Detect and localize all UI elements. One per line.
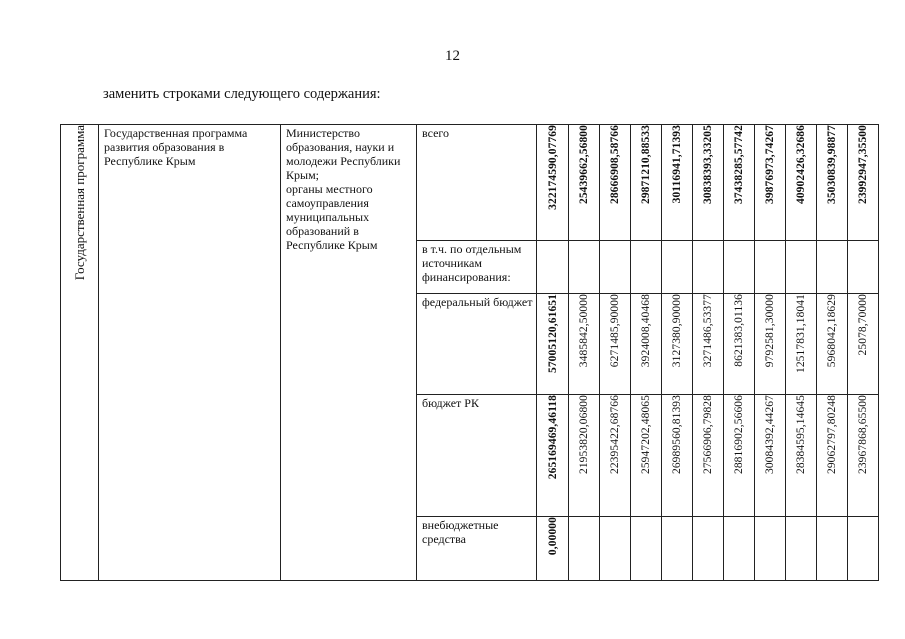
year-amount-cell xyxy=(724,241,755,294)
amount-value: 3271486,53377 xyxy=(702,294,714,368)
amount-value: 3127380,90000 xyxy=(671,294,683,368)
year-amount-cell xyxy=(600,125,631,241)
amount-value: 25078,70000 xyxy=(857,294,869,356)
amount-value: 3485842,50000 xyxy=(578,294,590,368)
amount-value: 26989560,81393 xyxy=(671,395,683,475)
year-amount-cell xyxy=(724,395,755,517)
funding-source-label: бюджет РК xyxy=(422,396,479,410)
amount-value: 5968042,18629 xyxy=(826,294,838,368)
amount-value: 39876973,74267 xyxy=(764,125,776,205)
year-amount-cell xyxy=(848,517,879,581)
amount-value: 57005120,61651 xyxy=(546,294,559,374)
program-type-label: Государственная программа xyxy=(71,125,87,281)
year-amount-cell xyxy=(724,517,755,581)
year-amount-cell xyxy=(817,517,848,581)
amount-value: 30838393,33205 xyxy=(702,125,714,205)
amount-value: 28384595,14645 xyxy=(795,395,807,475)
total-amount-cell xyxy=(537,294,569,395)
amount-value: 6271485,90000 xyxy=(609,294,621,368)
year-amount-cell xyxy=(631,241,662,294)
year-amount-cell xyxy=(600,294,631,395)
executors: Министерство образования, науки и молодежи Республики Крым; органы местного самоуправления муниципальных образований в Республике Крым xyxy=(286,126,401,252)
amount-value: 23967868,65500 xyxy=(857,395,869,475)
year-amount-cell xyxy=(755,241,786,294)
amount-value: 35030839,98877 xyxy=(826,125,838,205)
year-amount-cell xyxy=(724,125,755,241)
year-amount-cell xyxy=(786,294,817,395)
funding-source-cell xyxy=(417,294,537,395)
amount-value: 37438285,57742 xyxy=(733,125,745,205)
amount-value: 29062797,80248 xyxy=(826,395,838,475)
year-amount-cell xyxy=(848,294,879,395)
year-amount-cell xyxy=(817,241,848,294)
year-amount-cell xyxy=(693,294,724,395)
amount-value: 322174590,07769 xyxy=(546,125,559,210)
table-row xyxy=(61,125,879,241)
year-amount-cell xyxy=(786,125,817,241)
year-amount-cell xyxy=(848,241,879,294)
executors-cell xyxy=(281,125,417,581)
total-amount-cell xyxy=(537,241,569,294)
year-amount-cell xyxy=(817,125,848,241)
funding-source-cell xyxy=(417,517,537,581)
year-amount-cell xyxy=(786,395,817,517)
year-amount-cell xyxy=(848,125,879,241)
year-amount-cell xyxy=(600,241,631,294)
year-amount-cell xyxy=(755,125,786,241)
total-amount-cell xyxy=(537,125,569,241)
year-amount-cell xyxy=(755,395,786,517)
program-funding-table xyxy=(60,124,879,581)
funding-source-label: федеральный бюджет xyxy=(422,295,533,309)
amount-value: 21953820,06800 xyxy=(578,395,590,475)
year-amount-cell xyxy=(786,241,817,294)
amount-value: 265169469,46118 xyxy=(546,395,559,480)
amount-value: 28816902,56606 xyxy=(733,395,745,475)
amount-value: 28666908,58766 xyxy=(609,125,621,205)
amount-value: 30084392,44267 xyxy=(764,395,776,475)
funding-source-cell xyxy=(417,125,537,241)
amount-value: 12517831,18041 xyxy=(795,294,807,374)
funding-source-label: внебюджетные средства xyxy=(422,518,499,546)
year-amount-cell xyxy=(848,395,879,517)
amount-value: 23992947,35500 xyxy=(857,125,869,205)
year-amount-cell xyxy=(631,294,662,395)
year-amount-cell xyxy=(662,241,693,294)
funding-source-label: в т.ч. по отдельным источникам финансирования: xyxy=(422,242,522,284)
year-amount-cell xyxy=(662,395,693,517)
year-amount-cell xyxy=(693,517,724,581)
amount-value: 40902426,32686 xyxy=(795,125,807,205)
year-amount-cell xyxy=(569,395,600,517)
amount-value: 22395422,68766 xyxy=(609,395,621,475)
program-name-cell xyxy=(99,125,281,581)
intro-text: заменить строками следующего содержания: xyxy=(103,86,381,102)
year-amount-cell xyxy=(755,517,786,581)
program-type-cell xyxy=(61,125,99,581)
year-amount-cell xyxy=(631,517,662,581)
year-amount-cell xyxy=(755,294,786,395)
year-amount-cell xyxy=(569,125,600,241)
year-amount-cell xyxy=(786,517,817,581)
year-amount-cell xyxy=(569,241,600,294)
amount-value: 25947202,48065 xyxy=(640,395,652,475)
year-amount-cell xyxy=(662,517,693,581)
year-amount-cell xyxy=(662,125,693,241)
year-amount-cell xyxy=(693,395,724,517)
year-amount-cell xyxy=(693,241,724,294)
year-amount-cell xyxy=(569,294,600,395)
amount-value: 30116941,71393 xyxy=(671,125,683,204)
amount-value: 29871210,88533 xyxy=(640,125,652,205)
year-amount-cell xyxy=(817,294,848,395)
amount-value: 9792581,30000 xyxy=(764,294,776,368)
amount-value: 25439662,56800 xyxy=(578,125,590,205)
year-amount-cell xyxy=(631,395,662,517)
year-amount-cell xyxy=(693,125,724,241)
total-amount-cell xyxy=(537,395,569,517)
year-amount-cell xyxy=(569,517,600,581)
funding-source-cell xyxy=(417,395,537,517)
year-amount-cell xyxy=(662,294,693,395)
year-amount-cell xyxy=(600,395,631,517)
amount-value: 8621383,01136 xyxy=(733,294,745,367)
year-amount-cell xyxy=(817,395,848,517)
funding-source-cell xyxy=(417,241,537,294)
year-amount-cell xyxy=(600,517,631,581)
year-amount-cell xyxy=(631,125,662,241)
year-amount-cell xyxy=(724,294,755,395)
page-number: 12 xyxy=(445,48,460,64)
total-amount-cell xyxy=(537,517,569,581)
amount-value: 0,00000 xyxy=(546,517,559,556)
funding-source-label: всего xyxy=(422,126,450,140)
amount-value: 3924008,40468 xyxy=(640,294,652,368)
amount-value: 27566906,79828 xyxy=(702,395,714,475)
program-name: Государственная программа развития образования в Республике Крым xyxy=(104,126,248,168)
